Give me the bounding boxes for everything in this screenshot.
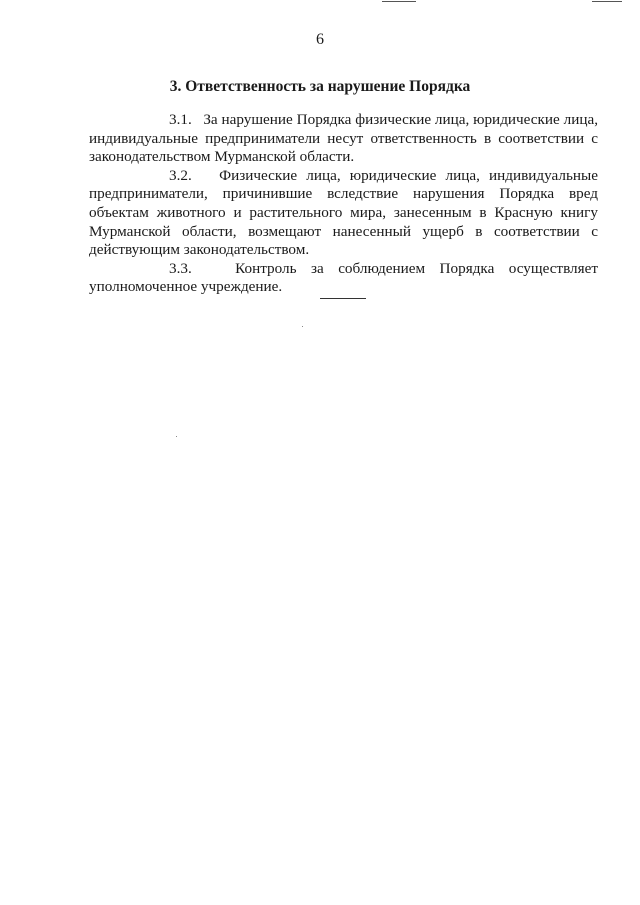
end-of-section-rule	[320, 298, 366, 299]
section-title: 3. Ответственность за нарушение Порядка	[169, 78, 471, 95]
paragraph-number: 3.3.	[169, 259, 192, 277]
paragraph-text: Физические лица, юридические лица, индивидуальные предприниматели, причинившие вследствие нарушения Порядка вред объектам животного и растительного мира, занесенным в Красную книгу Мурманской области, возмещают нанесенный ущерб в соответствии с действующим законодательством.	[89, 166, 598, 259]
paragraph-number: 3.2.	[169, 166, 192, 184]
paragraph-3-2	[89, 167, 598, 260]
paragraph-text: Контроль за соблюдением Порядка осуществляет уполномоченное учреждение.	[89, 259, 598, 296]
scan-artifact-dot	[176, 436, 177, 437]
paragraph-text: За нарушение Порядка физические лица, юридические лица, индивидуальные предприниматели несут ответственность в соответствии с законодательством Мурманской области.	[89, 111, 599, 166]
paragraph-3-3	[89, 260, 598, 297]
paragraph-3-1	[89, 111, 598, 167]
section-body	[89, 111, 598, 297]
scan-artifact-line	[592, 1, 622, 2]
paragraph-number: 3.1.	[169, 111, 192, 128]
scan-artifact-line	[382, 1, 416, 2]
page-number: 6	[316, 31, 324, 48]
scan-artifact-dot	[302, 326, 303, 327]
